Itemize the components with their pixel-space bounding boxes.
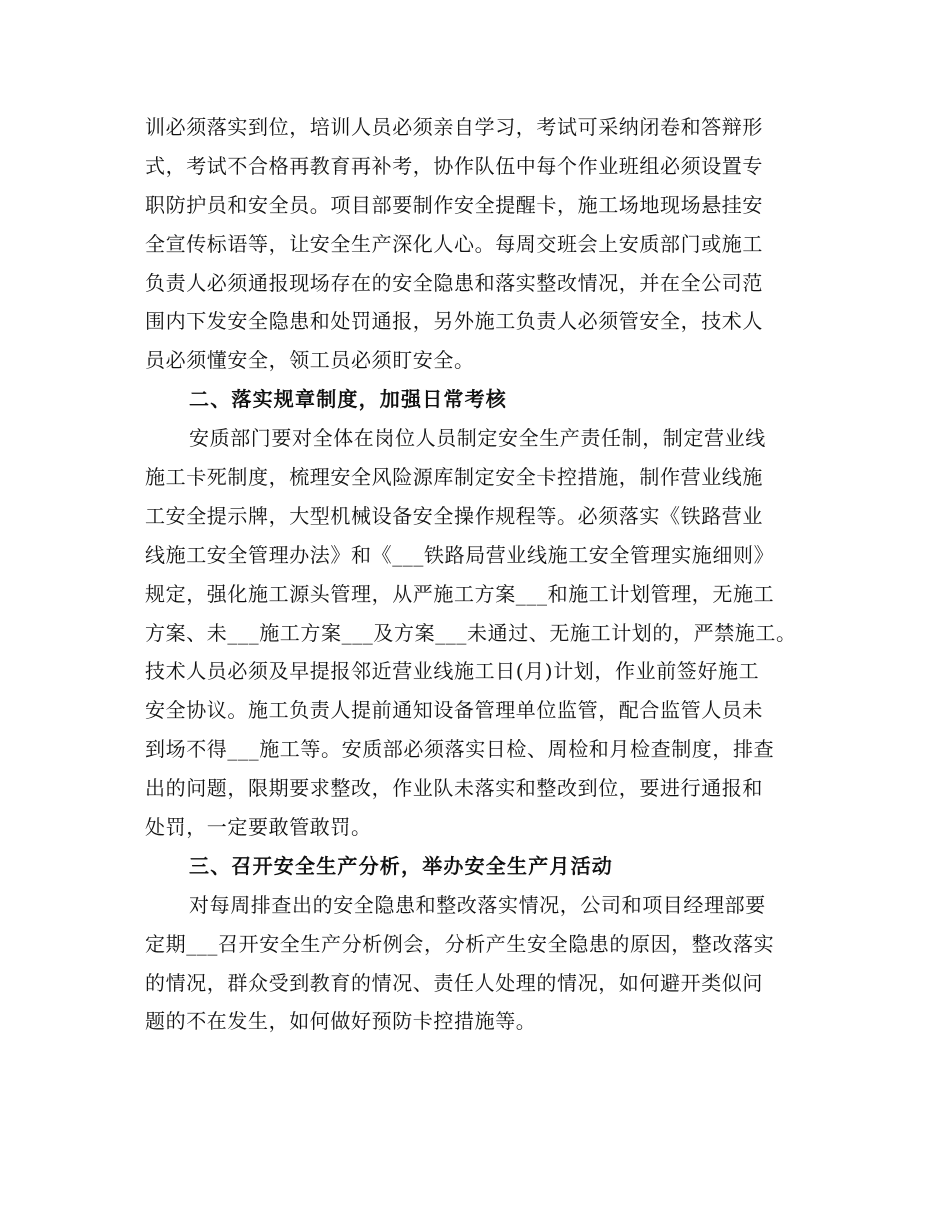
paragraph-line: 题的不在发生，如何做好预防卡控措施等。 — [145, 1009, 537, 1034]
paragraph-line: 职防护员和安全员。项目部要制作安全提醒卡，施工场地现场悬挂安 — [145, 192, 763, 217]
paragraph-line: 施工卡死制度，梳理安全风险源库制定安全卡控措施，制作营业线施 — [145, 465, 763, 490]
paragraph-line: 员必须懂安全，领工员必须盯安全。 — [145, 348, 475, 373]
paragraph-first-line: 安质部门要对全体在岗位人员制定安全生产责任制，制定营业线 — [189, 426, 766, 451]
paragraph-line: 围内下发安全隐患和处罚通报，另外施工负责人必须管安全，技术人 — [145, 309, 763, 334]
paragraph-first-line: 对每周排查出的安全隐患和整改落实情况，公司和项目经理部要 — [189, 892, 766, 917]
paragraph-line: 方案、未___施工方案___及方案___未通过、无施工计划的，严禁施工。 — [145, 620, 797, 645]
paragraph-line: 规定，强化施工源头管理，从严施工方案___和施工计划管理，无施工 — [145, 581, 775, 606]
document-body — [145, 108, 810, 1041]
section-heading: 三、召开安全生产分析，举办安全生产月活动 — [189, 853, 613, 878]
paragraph-line: 到场不得___施工等。安质部必须落实日检、周检和月检查制度，排查 — [145, 737, 775, 762]
paragraph-line: 的情况，群众受到教育的情况、责任人处理的情况，如何避开类似问 — [145, 970, 763, 995]
paragraph-line: 定期___召开安全生产分析例会，分析产生安全隐患的原因，整改落实 — [145, 931, 775, 956]
paragraph-line: 出的问题，限期要求整改，作业队未落实和整改到位，要进行通报和 — [145, 776, 763, 801]
paragraph-line: 安全协议。施工负责人提前通知设备管理单位监管，配合监管人员未 — [145, 698, 763, 723]
paragraph-line: 工安全提示牌，大型机械设备安全操作规程等。必须落实《铁路营业 — [145, 503, 763, 528]
paragraph-line: 技术人员必须及早提报邻近营业线施工日(月)计划，作业前签好施工 — [145, 659, 760, 684]
paragraph-line: 负责人必须通报现场存在的安全隐患和落实整改情况，并在全公司范 — [145, 270, 763, 295]
paragraph-line: 处罚，一定要敢管敢罚。 — [145, 815, 372, 840]
paragraph-line: 全宣传标语等，让安全生产深化人心。每周交班会上安质部门或施工 — [145, 231, 763, 256]
section-heading: 二、落实规章制度，加强日常考核 — [189, 387, 507, 412]
paragraph-line: 线施工安全管理办法》和《___铁路局营业线施工安全管理实施细则》 — [145, 542, 775, 567]
paragraph-line: 式，考试不合格再教育再补考，协作队伍中每个作业班组必须设置专 — [145, 153, 763, 178]
paragraph-line: 训必须落实到位，培训人员必须亲自学习，考试可采纳闭卷和答辩形 — [145, 115, 763, 139]
